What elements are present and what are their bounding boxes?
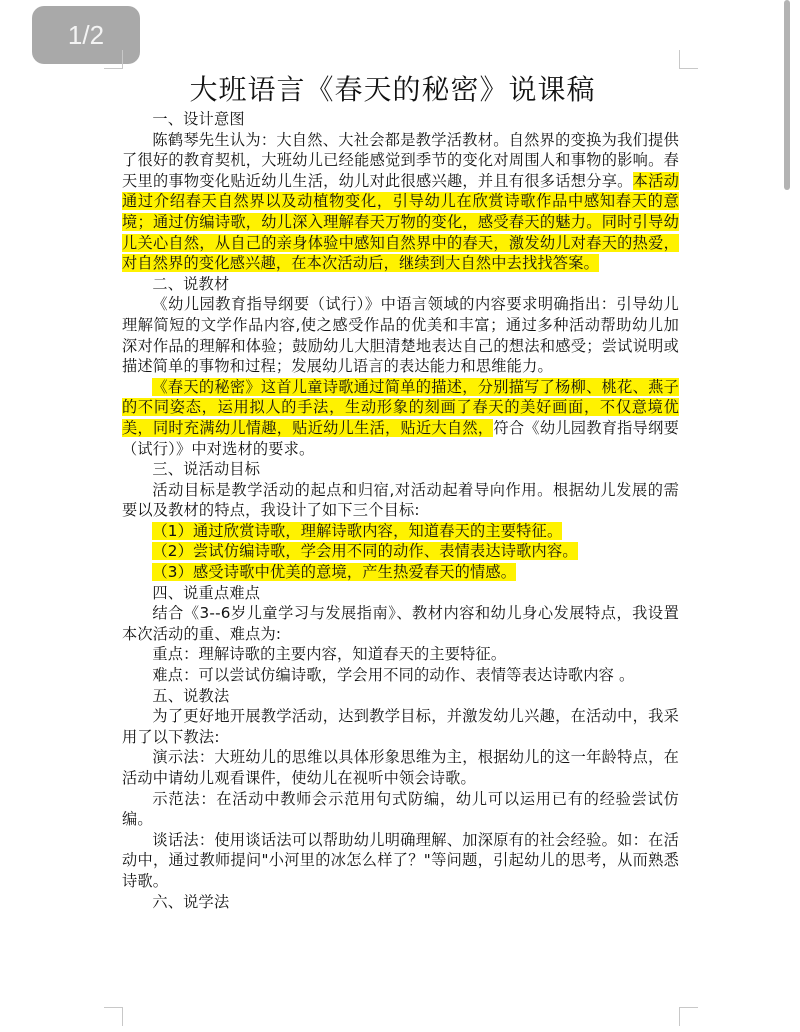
paragraph: 为了更好地开展教学活动，达到教学目标，并激发幼儿兴趣，在活动中，我采用了以下教法: xyxy=(122,707,679,746)
paragraph: 活动目标是教学活动的起点和归宿,对活动起着导向作用。根据幼儿发展的需要以及教材的特点，我设计了如下三个目标: xyxy=(122,480,679,520)
page-corner-mark-bottom-right xyxy=(679,1007,698,1026)
page-corner-mark-top-left xyxy=(104,50,123,69)
section-heading-teaching-methods: 五、说教法 xyxy=(152,686,230,705)
paragraph-text: 符合《幼儿园教育指导纲要（试行）》中对选材的要求。 xyxy=(122,418,679,458)
difficult-point: 难点：可以尝试仿编诗歌，学会用不同的动作、表情等表达诗歌内容 。 xyxy=(152,666,635,685)
highlighted-text: （1）通过欣赏诗歌，理解诗歌内容，知道春天的主要特征。 xyxy=(152,521,563,540)
highlighted-text: （2）尝试仿编诗歌，学会用不同的动作、表情表达诗歌内容。 xyxy=(152,542,578,561)
paragraph-text: 陈鹤琴先生认为：大自然、大社会都是教学活教材。自然界的变换为我们提供了很好的教育契机，大班幼儿已经能感觉到季节的变化对周围人和事物的影响。春天里的事物变化贴近幼儿生活，幼儿对此很感兴趣，并且有很多话想分享。 xyxy=(122,130,679,190)
page-corner-mark-bottom-left xyxy=(104,1007,123,1026)
highlighted-text: 本活动通过介绍春天自然界以及动植物变化，引导幼儿在欣赏诗歌作品中感知春天的意境；通过仿编诗歌，幼儿深入理解春天万物的变化，感受春天的魅力。同时引导幼儿关心自然，从自己的亲身体验中感知自然界中的春天，激发幼儿对春天的热爱，对自然界的变化感兴趣，在本次活动后，继续到大自然中去找找答案。 xyxy=(122,171,679,273)
section-heading-learning-methods: 六、说学法 xyxy=(152,892,230,911)
method-demonstration: 演示法：大班幼儿的思维以具体形象思维为主，根据幼儿的这一年龄特点，在活动中请幼儿观看课件，使幼儿在视听中领会诗歌。 xyxy=(122,748,679,787)
key-point: 重点：理解诗歌的主要内容，知道春天的主要特征。 xyxy=(152,645,507,664)
page-corner-mark-top-right xyxy=(679,50,698,69)
method-conversation: 谈话法：使用谈话法可以帮助幼儿明确理解、加深原有的社会经验。如：在活动中，通过教师提问"小河里的冰怎么样了？"等问题，引起幼儿的思考，从而熟悉诗歌。 xyxy=(122,830,679,890)
section-heading-teaching-material: 二、说教材 xyxy=(152,274,230,293)
method-modeling: 示范法：在活动中教师会示范用句式防编，幼儿可以运用已有的经验尝试仿编。 xyxy=(122,789,679,829)
paragraph xyxy=(122,130,679,274)
highlighted-text: 《春天的秘密》这首儿童诗歌通过简单的描述，分别描写了杨柳、桃花、燕子的不同姿态，运用拟人的手法，生动形象的刻画了春天的美好画面，不仅意境优美，同时充满幼儿情趣，贴近幼儿生活，贴近大自然， xyxy=(122,377,679,437)
page-indicator-badge: 1/2 xyxy=(32,6,140,64)
goal-item xyxy=(122,562,679,583)
paragraph xyxy=(122,377,679,459)
document-page xyxy=(122,72,679,912)
document-title: 大班语言《春天的秘密》说课稿 xyxy=(189,73,596,106)
section-heading-key-difficult-points: 四、说重点难点 xyxy=(152,583,261,602)
section-heading-activity-goals: 三、说活动目标 xyxy=(152,460,261,479)
goal-item xyxy=(122,541,679,562)
highlighted-text: （3）感受诗歌中优美的意境，产生热爱春天的情感。 xyxy=(152,563,517,582)
paragraph: 结合《3--6岁儿童学习与发展指南》、教材内容和幼儿身心发展特点，我设置本次活动的重、难点为: xyxy=(122,604,679,643)
section-heading-design-intent: 一、设计意图 xyxy=(152,110,245,128)
vertical-scrollbar[interactable] xyxy=(784,0,790,190)
paragraph: 《幼儿园教育指导纲要（试行）》中语言领域的内容要求明确指出：引导幼儿理解简短的文学作品内容,使之感受作品的优美和丰富；通过多种活动帮助幼儿加深对作品的理解和体验；鼓励幼儿大胆清楚地表达自己的想法和感受；尝试说明或描述简单的事物和过程；发展幼儿语言的表达能力和思维能力。 xyxy=(122,295,679,376)
goal-item xyxy=(122,521,679,542)
